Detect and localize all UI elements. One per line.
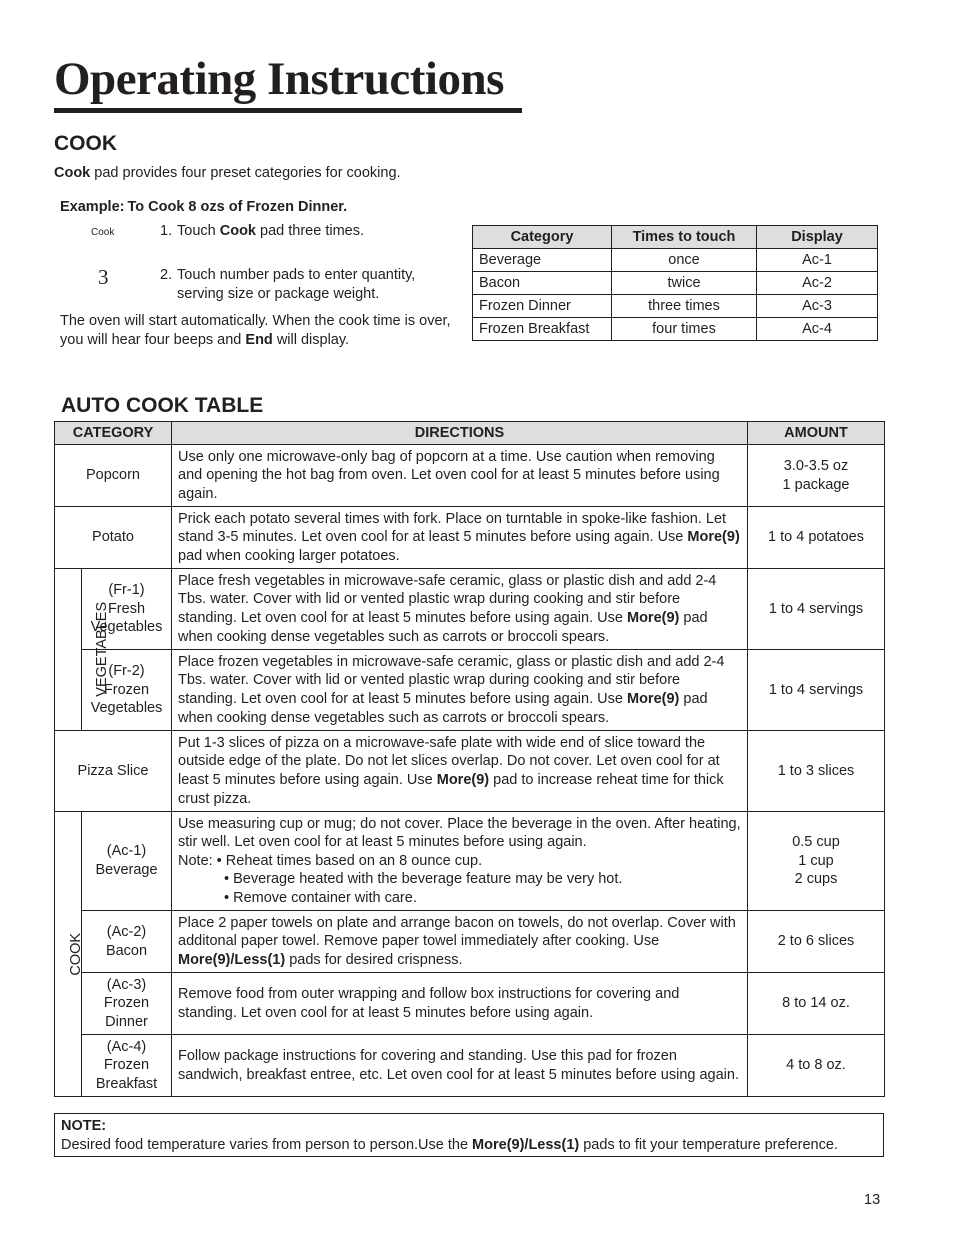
amount-cell: 8 to 14 oz. — [748, 973, 885, 1035]
table-cell: Ac-1 — [757, 249, 878, 272]
table-row — [55, 973, 885, 1035]
oven-note-text: The oven will start automatically. When the cook time is over, you will hear four beeps and — [60, 313, 451, 348]
table-cell: Ac-3 — [757, 295, 878, 318]
example-text: To Cook 8 ozs of Frozen Dinner. — [127, 199, 348, 215]
table-cell: three times — [612, 295, 757, 318]
table-cell: Ac-2 — [757, 272, 878, 295]
category-cell: (Ac-1) Beverage — [82, 812, 172, 911]
table-cell: Frozen Breakfast — [473, 318, 612, 341]
table-row — [55, 812, 885, 911]
page-title: Operating Instructions — [54, 53, 504, 105]
category-cell: Potato — [55, 507, 172, 569]
note-heading: NOTE: — [61, 1118, 107, 1134]
step-1-number: 1. — [160, 223, 173, 239]
step-2 — [160, 266, 450, 303]
table-header-row — [473, 226, 878, 249]
example-label: Example: — [60, 199, 125, 215]
amount-cell: 0.5 cup 1 cup 2 cups — [748, 812, 885, 911]
category-cell: Pizza Slice — [55, 731, 172, 812]
directions-cell: Put 1-3 slices of pizza on a microwave-safe plate with wide end of slice toward the outside edge of the plate. Do not let slices overlap. Do not cover. Let oven cool for at least 5 minutes before using again. Use More(9) pad to increase reheat time for thick crust pizza. — [172, 731, 748, 812]
category-cell: (Fr-2) Frozen Vegetables — [82, 650, 172, 731]
amount-cell: 1 to 4 potatoes — [748, 507, 885, 569]
step-1-text-end: pad three times. — [255, 223, 364, 239]
table-cell: four times — [612, 318, 757, 341]
step-2-text: Touch number pads to enter quantity, serving size or package weight. — [177, 267, 416, 302]
table-row — [473, 295, 878, 318]
directions-cell: Place fresh vegetables in microwave-safe ceramic, glass or plastic dish and add 2-4 Tbs. water. Cover with lid or vented plastic wrap during cooking and stir before standing. Let oven cool for at least 5 minutes before using again. Use More(9) pad when cooking dense vegetables such as carrots or broccoli spears. — [172, 569, 748, 650]
table-cell: Ac-4 — [757, 318, 878, 341]
amount-line: 3.0-3.5 oz — [783, 457, 849, 474]
auto-cook-table — [54, 421, 885, 1097]
note-bold: More(9)/Less(1) — [472, 1137, 580, 1153]
directions-cell: Place 2 paper towels on plate and arrange bacon on towels, do not overlap. Cover with additonal paper towel. Remove paper towel immediately after cooking. Use More(9)/Less(1) pads for desired crispness. — [172, 911, 748, 973]
table-row — [55, 569, 885, 650]
column-header: CATEGORY — [55, 422, 172, 445]
oven-start-note — [60, 312, 452, 350]
directions-cell: Use measuring cup or mug; do not cover. Place the beverage in the oven. After heating, stir well. Let oven cool for at least 5 minutes before using again. Note: • Reheat times based on an 8 ounce cup. • Beverage heated with the beverage feature may be very hot. • Remove container with care. — [172, 812, 748, 911]
directions-cell: Place frozen vegetables in microwave-safe ceramic, glass or plastic dish and add 2-4 Tbs. water. Cover with lid or vented plastic wrap during cooking and stir before standing. Let oven cool for at least 5 minutes before using again. Use More(9) pad when cooking dense vegetables such as carrots or broccoli spears. — [172, 650, 748, 731]
directions-cell: Follow package instructions for covering and standing. Use this pad for frozen sandwich, breakfast entree, etc. Let oven cool for at least 5 minutes before using again. — [172, 1035, 748, 1097]
amount-cell — [748, 445, 885, 507]
cook-pad-graphic: Cook — [91, 227, 115, 238]
cook-heading: COOK — [54, 132, 117, 155]
table-row — [55, 911, 885, 973]
column-header: AMOUNT — [748, 422, 885, 445]
column-header: Category — [473, 226, 612, 249]
table-row — [473, 272, 878, 295]
oven-note-text-end: will display. — [272, 332, 350, 348]
note-box — [54, 1113, 884, 1157]
amount-cell: 1 to 4 servings — [748, 569, 885, 650]
column-header: Times to touch — [612, 226, 757, 249]
amount-cell: 2 to 6 slices — [748, 911, 885, 973]
amount-cell: 1 to 3 slices — [748, 731, 885, 812]
note-text: Desired food temperature varies from person to person.Use the — [61, 1137, 473, 1153]
preset-category-table — [472, 225, 878, 341]
title-underline — [54, 108, 522, 113]
table-cell: Beverage — [473, 249, 612, 272]
category-cell: (Ac-4) Frozen Breakfast — [82, 1035, 172, 1097]
amount-cell: 1 to 4 servings — [748, 650, 885, 731]
page-number: 13 — [864, 1192, 881, 1208]
step-1-text: Touch — [177, 223, 220, 239]
category-cell: (Fr-1) Fresh Vegetables — [82, 569, 172, 650]
step-1-bold: Cook — [219, 223, 256, 239]
step-2-number: 2. — [160, 267, 173, 283]
cook-desc-bold: Cook — [54, 165, 91, 181]
table-cell: Bacon — [473, 272, 612, 295]
table-cell: once — [612, 249, 757, 272]
category-cell: (Ac-3) Frozen Dinner — [82, 973, 172, 1035]
table-header-row — [55, 422, 885, 445]
cook-desc-text: pad provides four preset categories for cooking. — [90, 165, 401, 181]
table-row — [55, 445, 885, 507]
category-cell: (Ac-2) Bacon — [82, 911, 172, 973]
number-pad-graphic: 3 — [98, 265, 109, 289]
amount-cell: 4 to 8 oz. — [748, 1035, 885, 1097]
table-row — [55, 1035, 885, 1097]
table-row — [55, 650, 885, 731]
column-header: DIRECTIONS — [172, 422, 748, 445]
cook-description — [54, 164, 401, 182]
column-header: Display — [757, 226, 878, 249]
oven-note-bold: End — [245, 332, 273, 348]
table-cell: Frozen Dinner — [473, 295, 612, 318]
note-text-end: pads to fit your temperature preference. — [579, 1137, 838, 1153]
table-cell: twice — [612, 272, 757, 295]
step-1 — [160, 222, 364, 241]
table-row — [473, 249, 878, 272]
directions-cell: Use only one microwave-only bag of popcorn at a time. Use caution when removing and opening the hot bag from oven. Let oven cool for at least 5 minutes before using again. — [172, 445, 748, 507]
directions-cell: Prick each potato several times with fork. Place on turntable in spoke-like fashion. Let stand 3-5 minutes. Let oven cool for at least 5 minutes before using again. Use More(9) pad when cooking larger potatoes. — [172, 507, 748, 569]
table-row — [473, 318, 878, 341]
group-label-cook: COOK — [55, 812, 82, 1097]
auto-cook-heading: AUTO COOK TABLE — [61, 394, 264, 417]
amount-line: 1 package — [782, 476, 850, 493]
category-cell: Popcorn — [55, 445, 172, 507]
group-label-vegetables: VEGETABLES — [55, 569, 82, 731]
table-row — [55, 507, 885, 569]
directions-cell: Remove food from outer wrapping and follow box instructions for covering and standing. Let oven cool for at least 5 minutes before using again. — [172, 973, 748, 1035]
example-line — [60, 198, 347, 216]
table-row — [55, 731, 885, 812]
